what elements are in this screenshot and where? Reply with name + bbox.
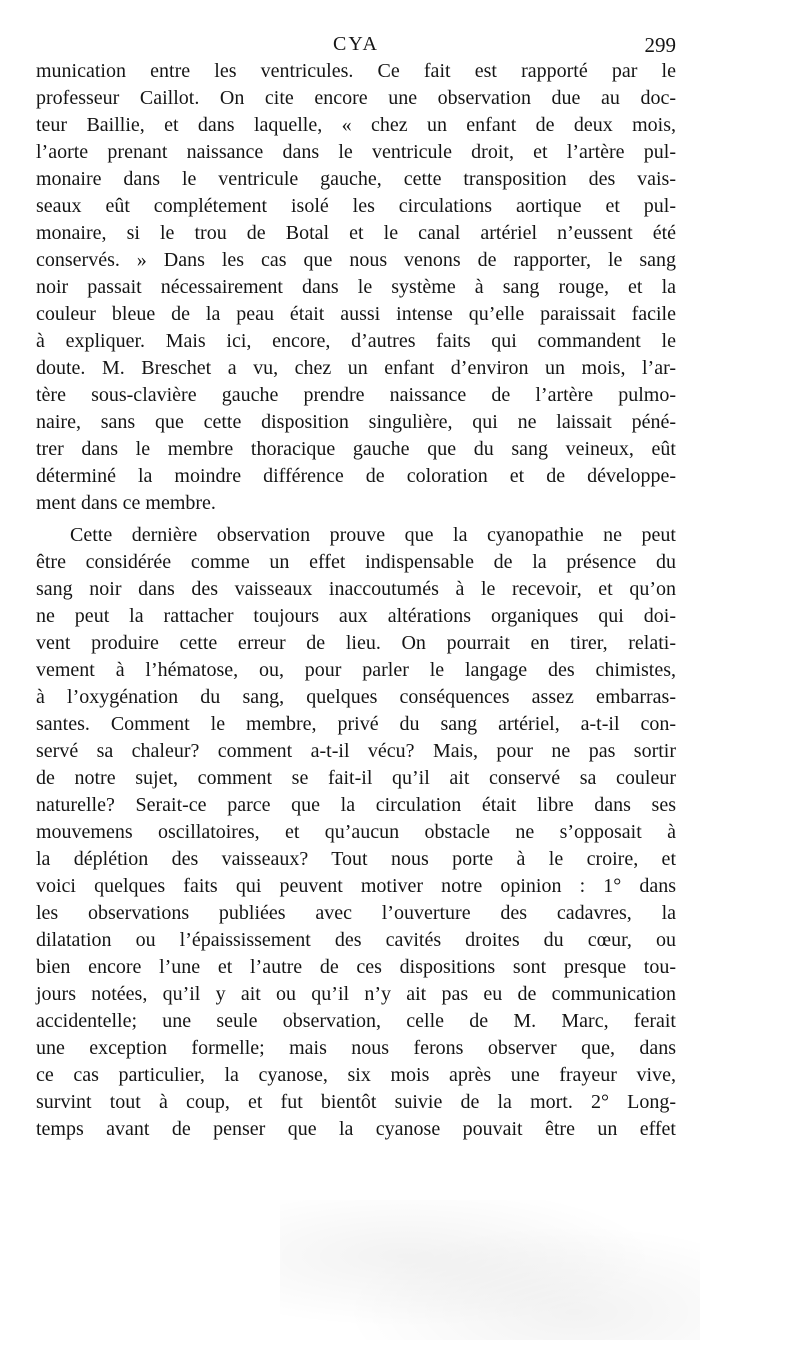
text-line: munication entre les ventricules. Ce fait est rapporté par le	[36, 60, 676, 82]
text-line: sang noir dans des vaisseaux inaccoutumés à le recevoir, et qu’on	[36, 578, 676, 600]
text-line: servé sa chaleur? comment a-t-il vécu? Mais, pour ne pas sortir	[36, 740, 676, 762]
text-line: santes. Comment le membre, privé du sang artériel, a-t-il con-	[36, 713, 676, 735]
text-line: professeur Caillot. On cite encore une observation due au doc-	[36, 87, 676, 109]
page-number: 299	[644, 33, 676, 57]
text-line: couleur bleue de la peau était aussi intense qu’elle paraissait facile	[36, 303, 676, 325]
text-line: à l’oxygénation du sang, quelques conséquences assez embarras-	[36, 686, 676, 708]
text-line: teur Baillie, et dans laquelle, « chez un enfant de deux mois,	[36, 114, 676, 136]
text-line: noir passait nécessairement dans le système à sang rouge, et la	[36, 276, 676, 298]
text-line: temps avant de penser que la cyanose pouvait être un effet	[36, 1118, 676, 1140]
running-head-title: CYA	[332, 33, 379, 55]
text-line: déterminé la moindre différence de coloration et de développe-	[36, 465, 676, 487]
text-line: vement à l’hématose, ou, pour parler le langage des chimistes,	[36, 659, 676, 681]
text-line: naire, sans que cette disposition singulière, qui ne laissait péné-	[36, 411, 676, 433]
text-line: doute. M. Breschet a vu, chez un enfant d’environ un mois, l’ar-	[36, 357, 676, 379]
text-line: dilatation ou l’épaississement des cavités droites du cœur, ou	[36, 929, 676, 951]
paragraph	[36, 522, 676, 1143]
text-line: voici quelques faits qui peuvent motiver notre opinion : 1° dans	[36, 875, 676, 897]
text-line: ment dans ce membre.	[36, 492, 216, 514]
text-line: accidentelle; une seule observation, celle de M. Marc, ferait	[36, 1010, 676, 1032]
text-line: trer dans le membre thoracique gauche que du sang veineux, eût	[36, 438, 676, 460]
text-line: monaire dans le ventricule gauche, cette transposition des vais-	[36, 168, 676, 190]
text-line: ce cas particulier, la cyanose, six mois après une frayeur vive,	[36, 1064, 676, 1086]
text-line: seaux eût complétement isolé les circulations aortique et pul-	[36, 195, 676, 217]
text-line: une exception formelle; mais nous ferons observer que, dans	[36, 1037, 676, 1059]
text-line: les observations publiées avec l’ouverture des cadavres, la	[36, 902, 676, 924]
text-line: survint tout à coup, et fut bientôt suivie de la mort. 2° Long-	[36, 1091, 676, 1113]
text-line: la déplétion des vaisseaux? Tout nous porte à le croire, et	[36, 848, 676, 870]
text-line: jours notées, qu’il y ait ou qu’il n’y ait pas eu de communication	[36, 983, 676, 1005]
text-line: Cette dernière observation prouve que la cyanopathie ne peut	[70, 524, 676, 546]
text-line: être considérée comme un effet indispensable de la présence du	[36, 551, 676, 573]
text-line: naturelle? Serait-ce parce que la circulation était libre dans ses	[36, 794, 676, 816]
text-line: de notre sujet, comment se fait-il qu’il ait conservé sa couleur	[36, 767, 676, 789]
paragraph	[36, 58, 676, 517]
text-line: ne peut la rattacher toujours aux altérations organiques qui doi-	[36, 605, 676, 627]
text-line: monaire, si le trou de Botal et le canal artériel n’eussent été	[36, 222, 676, 244]
page-smudge	[280, 1200, 700, 1340]
text-line: tère sous-clavière gauche prendre naissance de l’artère pulmo-	[36, 384, 676, 406]
text-line: mouvemens oscillatoires, et qu’aucun obstacle ne s’opposait à	[36, 821, 676, 843]
body-text	[36, 58, 676, 1143]
text-line: l’aorte prenant naissance dans le ventricule droit, et l’artère pul-	[36, 141, 676, 163]
running-head	[36, 33, 676, 59]
text-line: bien encore l’une et l’autre de ces dispositions sont presque tou-	[36, 956, 676, 978]
text-line: vent produire cette erreur de lieu. On pourrait en tirer, relati-	[36, 632, 676, 654]
text-line: conservés. » Dans les cas que nous venons de rapporter, le sang	[36, 249, 676, 271]
text-line: à expliquer. Mais ici, encore, d’autres faits qui commandent le	[36, 330, 676, 352]
